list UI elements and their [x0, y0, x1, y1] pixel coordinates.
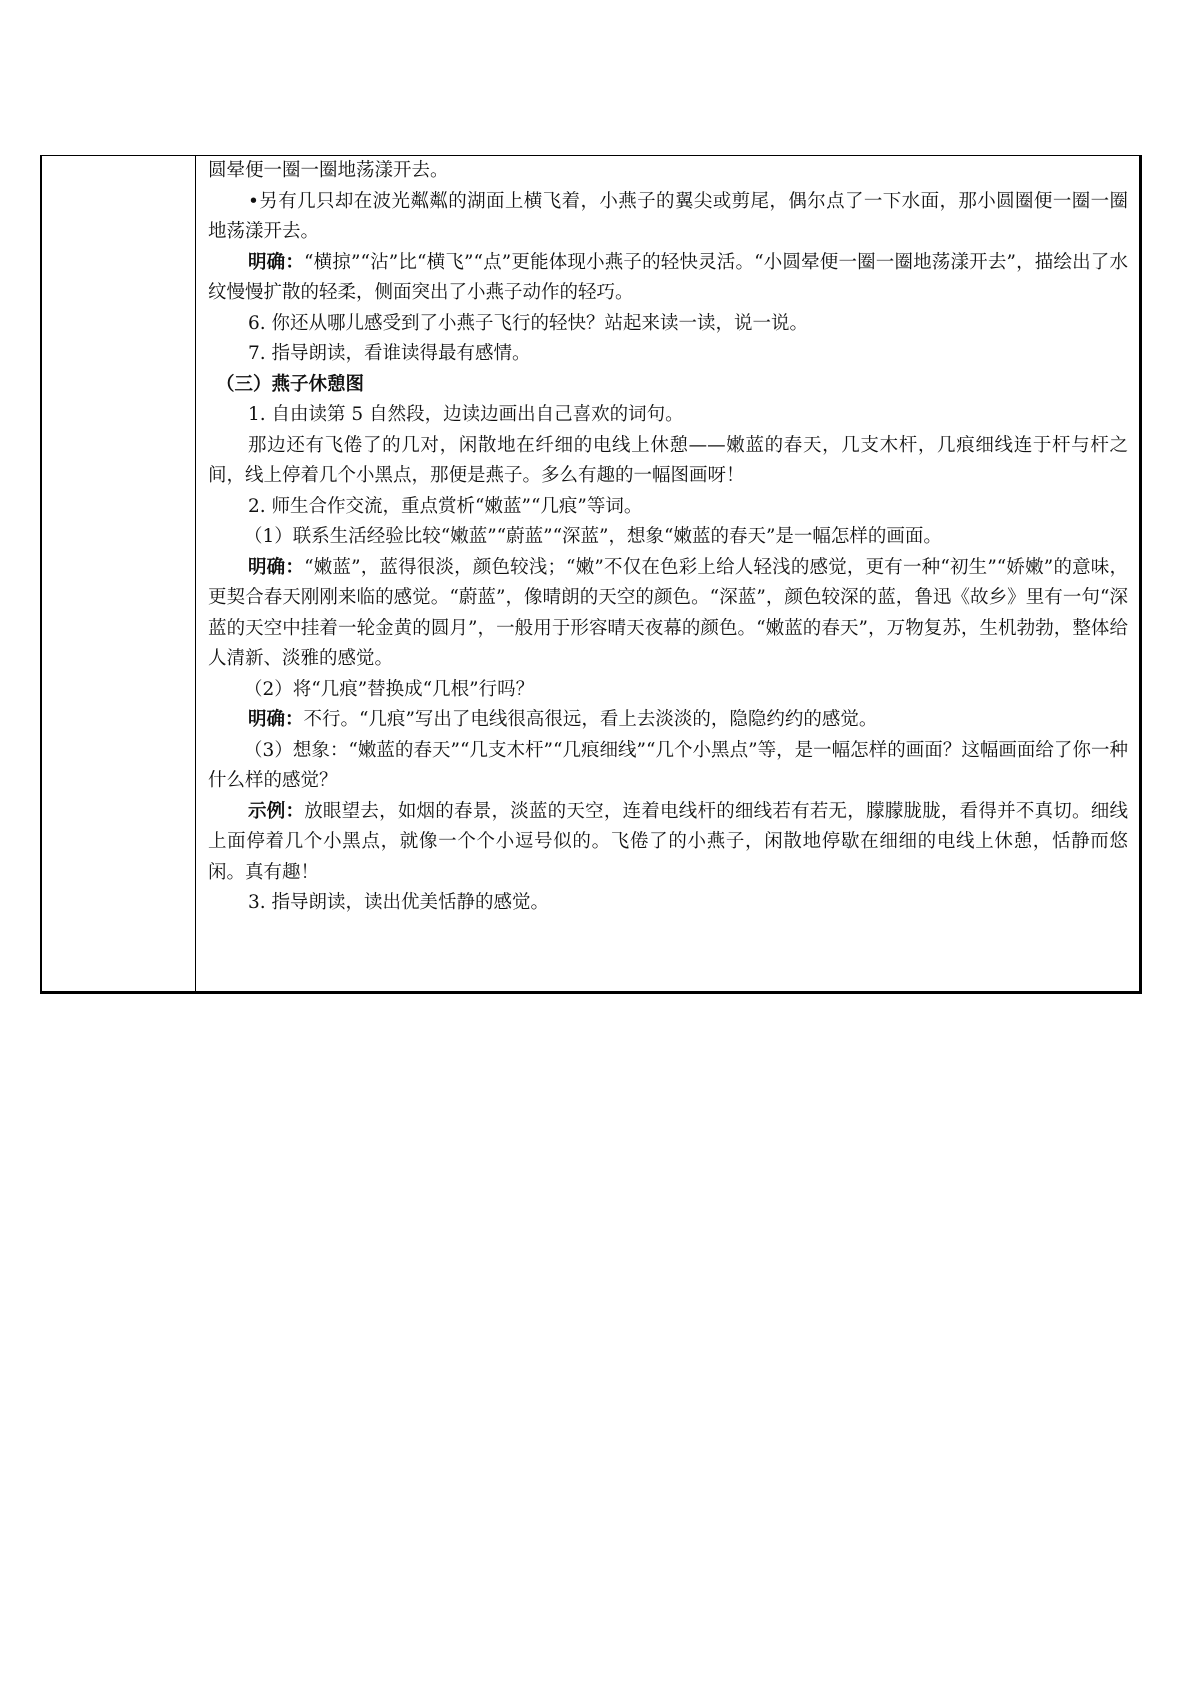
answer-paragraph	[208, 553, 1128, 675]
column-divider	[195, 156, 196, 991]
answer-text: 不行。“几痕”写出了电线很高很远，看上去淡淡的，隐隐约约的感觉。	[303, 709, 878, 730]
question-item: （3）想象：“嫩蓝的春天”“几支木杆”“几痕细线”“几个小黑点”等，是一幅怎样的画面？这幅画面给了你一种什么样的感觉？	[208, 739, 1128, 791]
answer-paragraph	[208, 705, 1128, 736]
step-item: 2. 师生合作交流，重点赏析“嫩蓝”“几痕”等词。	[248, 495, 643, 517]
answer-label: 明确：	[248, 709, 304, 730]
question-item: （2）将“几痕”替换成“几根”行吗？	[244, 678, 535, 700]
step-item: 7. 指导朗读，看谁读得最有感情。	[248, 343, 531, 364]
example-text: 放眼望去，如烟的春景，淡蓝的天空，连着电线杆的细线若有若无，朦朦胧胧，看得并不真切。细线上面停着几个小黑点，就像一个个小逗号似的。飞倦了的小燕子，闲散地停歇在细细的电线上休憩，恬静而悠闲。真有趣！	[208, 800, 1128, 883]
section-heading: （三）燕子休憩图	[216, 373, 365, 395]
quote-paragraph: •另有几只却在波光粼粼的湖面上横飞着，小燕子的翼尖或剪尾，偶尔点了一下水面，那小圆圈便一圈一圈地荡漾开去。	[208, 190, 1128, 242]
step-item: 1. 自由读第 5 自然段，边读边画出自己喜欢的词句。	[248, 404, 684, 425]
example-paragraph	[208, 797, 1128, 889]
example-label: 示例：	[248, 800, 305, 822]
lesson-content-cell	[208, 156, 1128, 919]
quote-paragraph: 那边还有飞倦了的几对，闲散地在纤细的电线上休憩——嫩蓝的春天，几支木杆，几痕细线连于杆与杆之间，线上停着几个小黑点，那便是燕子。多么有趣的一幅图画呀！	[208, 434, 1128, 486]
question-item: （1）联系生活经验比较“嫩蓝”“蔚蓝”“深蓝”，想象“嫩蓝的春天”是一幅怎样的画面。	[244, 526, 942, 547]
answer-text: “嫩蓝”，蓝得很淡，颜色较浅；“嫩”不仅在色彩上给人轻浅的感觉，更有一种“初生”“娇嫩”的意味，更契合春天刚刚来临的感觉。“蔚蓝”，像晴朗的天空的颜色。“深蓝”，颜色较深的蓝，鲁迅《故乡》里有一句“深蓝的天空中挂着一轮金黄的圆月”，一般用于形容晴天夜幕的颜色。“嫩蓝的春天”，万物复苏，生机勃勃，整体给人清新、淡雅的感觉。	[208, 556, 1128, 669]
step-item: 3. 指导朗读，读出优美恬静的感觉。	[248, 892, 550, 913]
paragraph: 圆晕便一圈一圈地荡漾开去。	[208, 160, 449, 181]
lesson-table	[40, 155, 1142, 994]
answer-text: “横掠”“沾”比“横飞”“点”更能体现小燕子的轻快灵活。“小圆晕便一圈一圈地荡漾开去”，描绘出了水纹慢慢扩散的轻柔，侧面突出了小燕子动作的轻巧。	[208, 251, 1128, 303]
answer-label: 明确：	[248, 556, 305, 578]
answer-paragraph	[208, 248, 1128, 309]
answer-label: 明确：	[248, 251, 305, 273]
step-item: 6. 你还从哪儿感受到了小燕子飞行的轻快？站起来读一读，说一说。	[248, 312, 809, 334]
